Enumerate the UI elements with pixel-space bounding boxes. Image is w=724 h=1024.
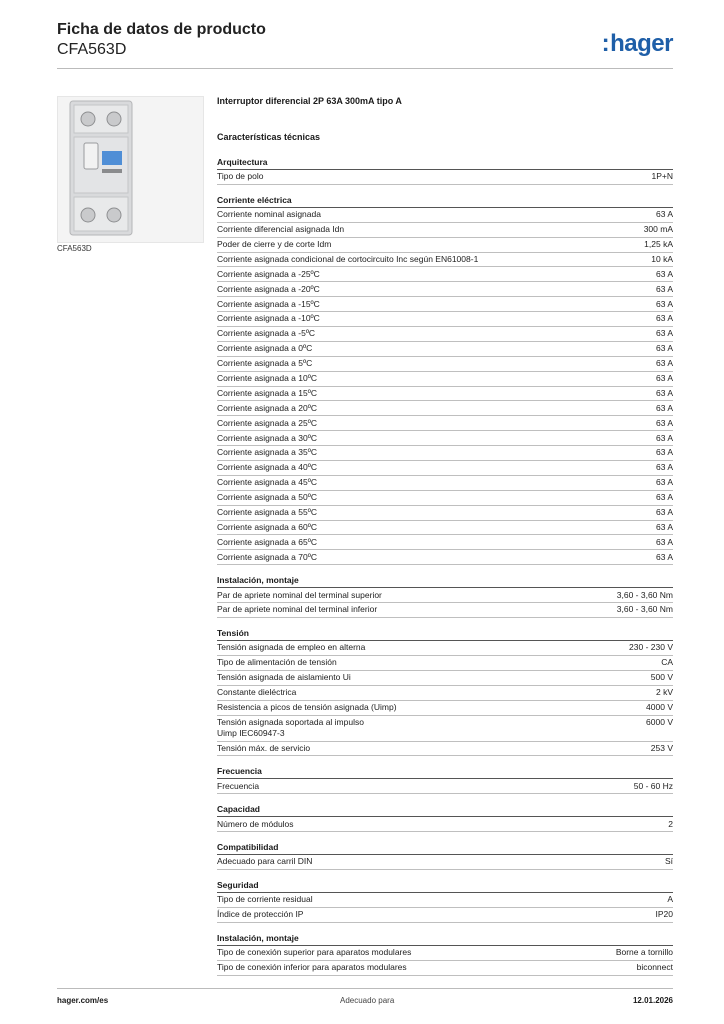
page-title: Ficha de datos de producto xyxy=(57,21,266,38)
spec-section xyxy=(217,574,673,618)
spec-section xyxy=(217,879,673,923)
spec-value: 10 kA xyxy=(651,253,673,264)
spec-row xyxy=(217,238,673,253)
section-title: Capacidad xyxy=(217,803,673,817)
footer-date: 12.01.2026 xyxy=(632,996,673,1005)
spec-label: Corriente asignada a 50ºC xyxy=(217,492,317,503)
spec-row xyxy=(217,446,673,461)
spec-row xyxy=(217,603,673,618)
spec-value: 253 V xyxy=(650,742,673,753)
spec-value: 63 A xyxy=(655,432,673,443)
spec-row xyxy=(217,946,673,961)
spec-row xyxy=(217,671,673,686)
spec-value: 3,60 - 3,60 Nm xyxy=(616,589,673,600)
brand-name: hager xyxy=(610,30,673,57)
spec-label: Corriente asignada condicional de cortocircuito Inc según EN61008-1 xyxy=(217,253,479,264)
spec-row xyxy=(217,431,673,446)
product-code: CFA563D xyxy=(57,41,127,58)
page-header xyxy=(57,20,673,60)
spec-label: Corriente asignada a 30ºC xyxy=(217,432,317,443)
image-caption: CFA563D xyxy=(57,244,92,253)
spec-row xyxy=(217,401,673,416)
spec-row xyxy=(217,208,673,223)
spec-value: 63 A xyxy=(655,268,673,279)
spec-value: 63 A xyxy=(655,387,673,398)
spec-label: Corriente asignada a 65ºC xyxy=(217,536,317,547)
footer-website: hager.com/es xyxy=(57,996,109,1005)
spec-value: 4000 V xyxy=(646,701,673,712)
spec-value: 63 A xyxy=(655,507,673,517)
spec-value: 63 A xyxy=(655,402,673,413)
spec-label: Corriente asignada a 0ºC xyxy=(217,343,313,354)
spec-value: 63 A xyxy=(655,551,673,562)
spec-label: Tensión asignada soportada al impulso Uimp IEC60947-3 xyxy=(217,716,364,738)
product-image xyxy=(57,96,204,243)
section-title: Tensión xyxy=(217,627,673,641)
spec-value: 1,25 kA xyxy=(644,238,673,249)
spec-value: 63 A xyxy=(655,462,673,473)
spec-label: Corriente asignada a 35ºC xyxy=(217,447,317,458)
spec-row xyxy=(217,521,673,536)
spec-section xyxy=(217,627,673,756)
section-title: Compatibilidad xyxy=(217,841,673,855)
spec-section xyxy=(217,156,673,185)
spec-value: 2 kV xyxy=(655,687,673,698)
spec-row xyxy=(217,908,673,923)
spec-label: Corriente asignada a -5ºC xyxy=(217,328,316,339)
spec-label: Adecuado para carril DIN xyxy=(217,856,313,867)
spec-label: Corriente diferencial asignada Idn xyxy=(217,224,345,235)
spec-label: Tipo de polo xyxy=(217,171,264,182)
spec-value: 63 A xyxy=(655,417,673,428)
spec-row xyxy=(217,491,673,506)
spec-value: CA xyxy=(661,657,673,668)
spec-label: Tensión máx. de servicio xyxy=(217,742,311,753)
spec-row xyxy=(217,961,673,976)
spec-value: 63 A xyxy=(655,283,673,294)
spec-value: 500 V xyxy=(650,672,673,683)
spec-label: Corriente asignada a 25ºC xyxy=(217,417,317,428)
spec-value: 63 A xyxy=(655,492,673,503)
spec-label: Frecuencia xyxy=(217,780,260,791)
section-title: Corriente eléctrica xyxy=(217,194,673,208)
footer-divider xyxy=(57,988,673,989)
spec-row xyxy=(217,327,673,342)
section-title: Seguridad xyxy=(217,879,673,893)
spec-label: Tensión asignada de aislamiento Ui xyxy=(217,672,351,683)
spec-row xyxy=(217,170,673,185)
spec-label: Número de módulos xyxy=(217,818,294,829)
spec-value: IP20 xyxy=(655,909,673,920)
spec-label: Corriente nominal asignada xyxy=(217,209,321,220)
spec-label: Tipo de alimentación de tensión xyxy=(217,657,337,668)
spec-label: Par de apriete nominal del terminal inferior xyxy=(217,604,378,615)
spec-label: Constante dieléctrica xyxy=(217,687,297,698)
spec-row xyxy=(217,223,673,238)
spec-value: Borne a tornillo xyxy=(615,947,673,958)
spec-row xyxy=(217,893,673,908)
spec-row xyxy=(217,701,673,716)
spec-label: Corriente asignada a 10ºC xyxy=(217,372,317,383)
spec-row xyxy=(217,588,673,603)
section-title: Arquitectura xyxy=(217,156,673,170)
spec-row xyxy=(217,476,673,491)
spec-value: 230 - 230 V xyxy=(629,642,673,653)
spec-content xyxy=(217,94,673,985)
spec-value: 63 A xyxy=(655,358,673,369)
hager-logo: :hager xyxy=(601,30,673,57)
spec-label: Tipo de corriente residual xyxy=(217,894,313,905)
spec-value: A xyxy=(667,894,673,905)
spec-section xyxy=(217,765,673,794)
spec-label: Corriente asignada a 45ºC xyxy=(217,477,317,488)
spec-row xyxy=(217,641,673,656)
spec-section xyxy=(217,932,673,976)
spec-row xyxy=(217,342,673,357)
spec-label: Índice de protección IP xyxy=(217,909,304,920)
spec-value: 63 A xyxy=(655,343,673,354)
spec-row xyxy=(217,372,673,387)
spec-label: Corriente asignada a 40ºC xyxy=(217,462,317,473)
spec-label: Tipo de conexión superior para aparatos modulares xyxy=(217,947,412,958)
section-title: Instalación, montaje xyxy=(217,574,673,588)
spec-value: 3,60 - 3,60 Nm xyxy=(616,604,673,615)
spec-value: 2 xyxy=(668,818,673,829)
spec-row xyxy=(217,656,673,671)
spec-label: Corriente asignada a 5ºC xyxy=(217,358,313,369)
spec-value: 300 mA xyxy=(643,224,673,235)
spec-section xyxy=(217,841,673,870)
spec-value: 63 A xyxy=(655,313,673,324)
spec-row xyxy=(217,817,673,832)
spec-row xyxy=(217,387,673,402)
spec-row xyxy=(217,686,673,701)
spec-label: Corriente asignada a 70ºC xyxy=(217,551,317,562)
spec-row xyxy=(217,742,673,757)
spec-label: Corriente asignada a -25ºC xyxy=(217,268,320,279)
spec-label: Corriente asignada a 60ºC xyxy=(217,521,317,532)
spec-value: 6000 V xyxy=(646,716,673,727)
spec-label: Corriente asignada a -10ºC xyxy=(217,313,320,324)
section-title: Frecuencia xyxy=(217,765,673,779)
circuit-breaker-illustration xyxy=(58,97,203,242)
spec-value: 63 A xyxy=(655,328,673,339)
product-description: Interruptor diferencial 2P 63A 300mA tipo A xyxy=(217,96,402,106)
spec-row xyxy=(217,357,673,372)
spec-value: 1P+N xyxy=(651,171,673,182)
spec-section xyxy=(217,194,673,565)
spec-row xyxy=(217,267,673,282)
spec-label: Poder de cierre y de corte Idm xyxy=(217,238,332,249)
specs-heading: Características técnicas xyxy=(217,132,321,142)
spec-label: Corriente asignada a 55ºC xyxy=(217,507,317,517)
header-divider xyxy=(57,68,673,69)
spec-label: Par de apriete nominal del terminal superior xyxy=(217,589,382,600)
spec-label: Corriente asignada a 20ºC xyxy=(217,402,317,413)
spec-value: 63 A xyxy=(655,521,673,532)
spec-row xyxy=(217,716,673,742)
spec-label: Corriente asignada a -20ºC xyxy=(217,283,320,294)
spec-value: 50 - 60 Hz xyxy=(633,780,673,791)
spec-row xyxy=(217,253,673,268)
spec-label: Corriente asignada a 15ºC xyxy=(217,387,317,398)
spec-label: Tipo de conexión inferior para aparatos modulares xyxy=(217,962,407,973)
spec-row xyxy=(217,550,673,565)
footer-note: Adecuado para xyxy=(340,996,395,1005)
spec-row xyxy=(217,416,673,431)
spec-row xyxy=(217,282,673,297)
spec-label: Resistencia a picos de tensión asignada (Uimp) xyxy=(217,701,397,712)
spec-sections xyxy=(217,156,673,976)
spec-value: Sí xyxy=(664,856,673,867)
spec-value: biconnect xyxy=(636,962,673,973)
section-title: Instalación, montaje xyxy=(217,932,673,946)
spec-label: Tensión asignada de empleo en alterna xyxy=(217,642,366,653)
spec-row xyxy=(217,779,673,794)
spec-row xyxy=(217,461,673,476)
spec-value: 63 A xyxy=(655,477,673,488)
spec-row xyxy=(217,535,673,550)
spec-value: 63 A xyxy=(655,209,673,220)
spec-value: 63 A xyxy=(655,298,673,309)
spec-value: 63 A xyxy=(655,447,673,458)
spec-value: 63 A xyxy=(655,372,673,383)
spec-section xyxy=(217,803,673,832)
spec-value: 63 A xyxy=(655,536,673,547)
spec-label: Corriente asignada a -15ºC xyxy=(217,298,320,309)
spec-row xyxy=(217,506,673,521)
spec-row xyxy=(217,312,673,327)
spec-row xyxy=(217,855,673,870)
spec-row xyxy=(217,297,673,312)
